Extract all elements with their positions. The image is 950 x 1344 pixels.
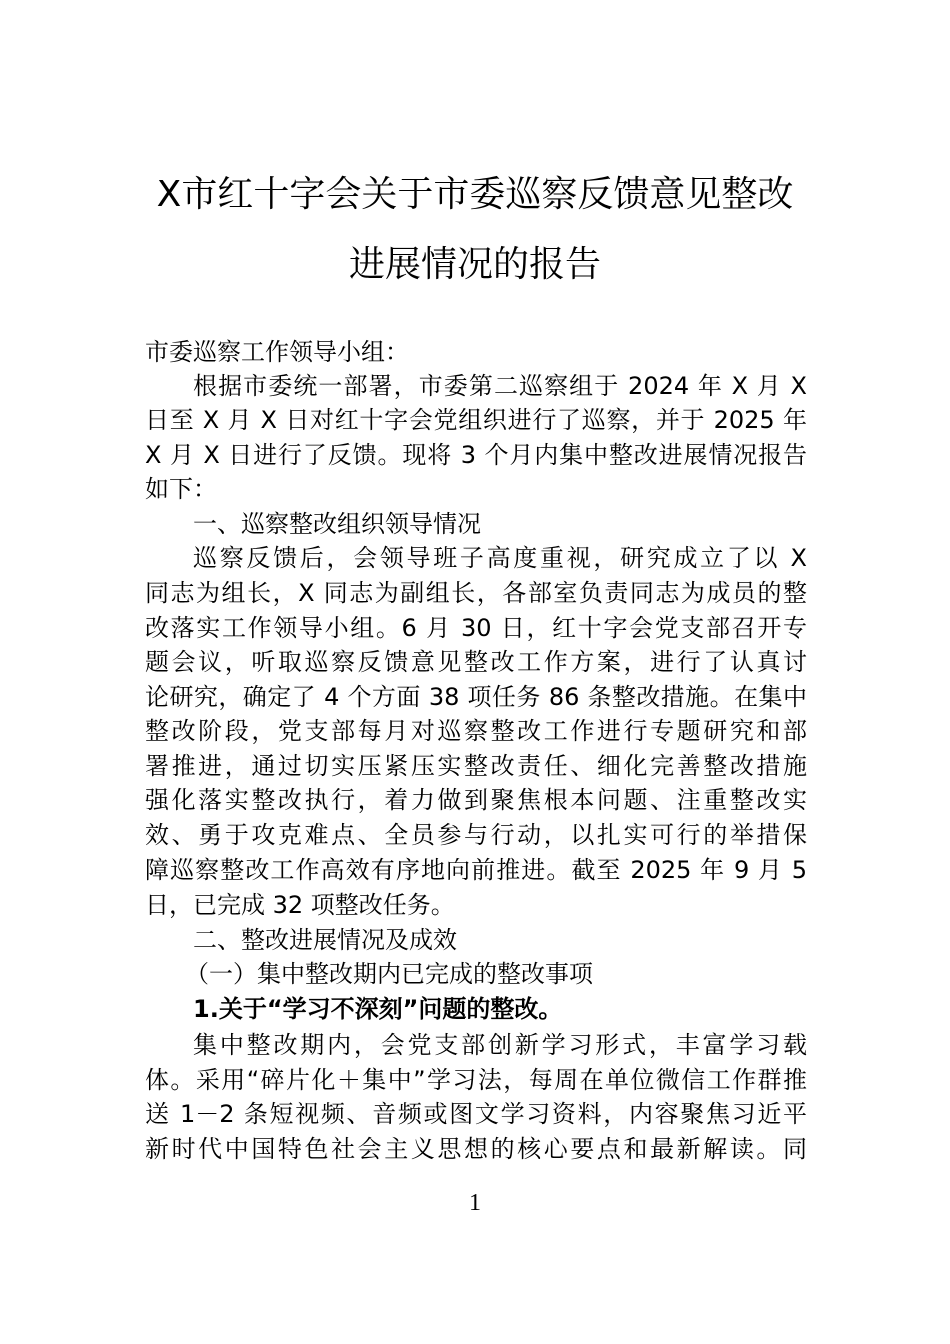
paragraph-line: 根据市委统一部署，市委第二巡察组于 2024 年 X 月 X	[193, 372, 807, 400]
paragraph-line: X 月 X 日进行了反馈。现将 3 个月内集中整改进展情况报告	[145, 441, 807, 469]
paragraph-line: 巡察反馈后，会领导班子高度重视，研究成立了以 X	[193, 544, 807, 572]
item-heading: 1.关于“学习不深刻”问题的整改。	[193, 995, 563, 1023]
section-heading-1: 一、巡察整改组织领导情况	[193, 510, 481, 538]
paragraph-line: 集中整改期内，会党支部创新学习形式，丰富学习载	[193, 1031, 807, 1059]
page-number: 1	[469, 1190, 481, 1216]
document-title-line-2: 进展情况的报告	[348, 244, 601, 285]
paragraph-line: 效、勇于攻克难点、全员参与行动，以扎实可行的举措保	[145, 821, 807, 849]
paragraph-line: 如下：	[145, 475, 217, 503]
salutation: 市委巡察工作领导小组：	[145, 338, 409, 366]
paragraph-line: 论研究，确定了 4 个方面 38 项任务 86 条整改措施。在集中	[145, 683, 807, 711]
section-heading-2: 二、整改进展情况及成效	[193, 926, 457, 954]
subsection-heading: （一）集中整改期内已完成的整改事项	[185, 960, 593, 988]
paragraph-line: 障巡察整改工作高效有序地向前推进。截至 2025 年 9 月 5	[145, 856, 807, 884]
paragraph-line: 送 1－2 条短视频、音频或图文学习资料，内容聚焦习近平	[145, 1100, 807, 1128]
paragraph-line: 题会议，听取巡察反馈意见整改工作方案，进行了认真讨	[145, 648, 807, 676]
paragraph-line: 新时代中国特色社会主义思想的核心要点和最新解读。同	[145, 1135, 807, 1163]
paragraph-line: 日至 X 月 X 日对红十字会党组织进行了巡察，并于 2025 年	[145, 406, 807, 434]
paragraph-line: 改落实工作领导小组。6 月 30 日，红十字会党支部召开专	[145, 614, 807, 642]
paragraph-line: 体。采用“碎片化＋集中”学习法，每周在单位微信工作群推	[145, 1066, 807, 1094]
document-title-line-1: X市红十字会关于市委巡察反馈意见整改	[156, 174, 794, 215]
paragraph-line: 同志为组长，X 同志为副组长，各部室负责同志为成员的整	[145, 579, 807, 607]
paragraph-line: 强化落实整改执行，着力做到聚焦根本问题、注重整改实	[145, 786, 807, 814]
paragraph-line: 署推进，通过切实压紧压实整改责任、细化完善整改措施	[145, 752, 807, 780]
paragraph-line: 日，已完成 32 项整改任务。	[145, 891, 455, 919]
paragraph-line: 整改阶段，党支部每月对巡察整改工作进行专题研究和部	[145, 717, 807, 745]
